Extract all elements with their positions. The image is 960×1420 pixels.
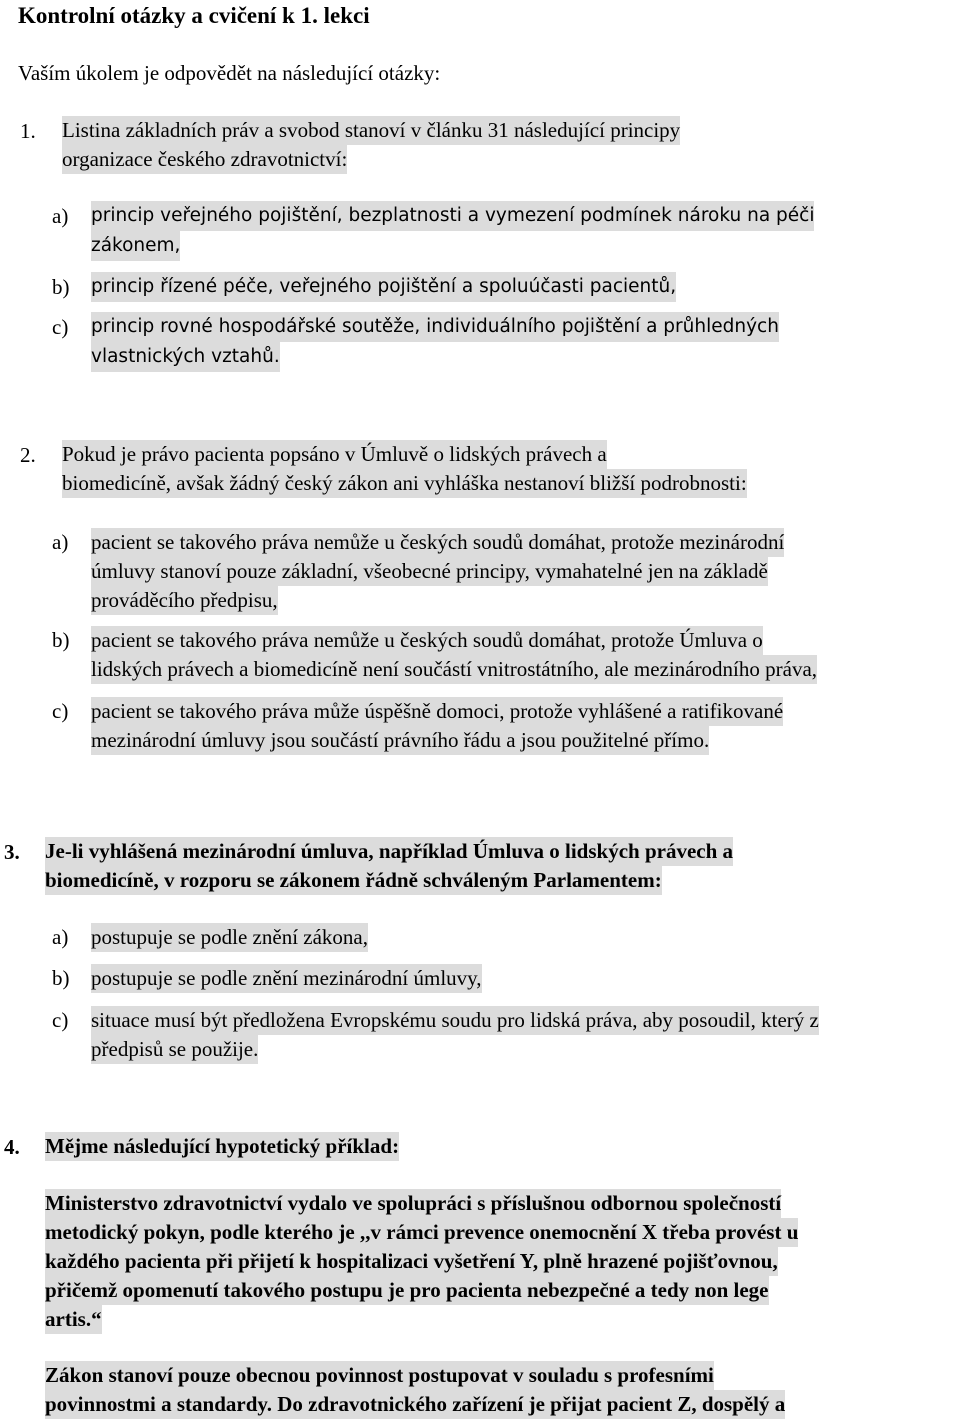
q1-option-b xyxy=(91,272,676,302)
q3-option-c-line-2: předpisů se použije. xyxy=(91,1035,258,1064)
q2-option-a-line-3: prováděcího předpisu, xyxy=(91,586,278,615)
q1-option-a-label: a) xyxy=(52,204,69,228)
q1-option-b-label: b) xyxy=(52,275,70,299)
question-2-line-2: biomedicíně, avšak žádný český zákon ani vyhláška nestanoví bližší podrobnosti: xyxy=(62,469,747,498)
q1-option-a-line-1: princip veřejného pojištění, bezplatnosti a vymezení podmínek nároku na péči xyxy=(91,201,814,231)
question-2-text xyxy=(62,440,747,498)
q2-option-c-line-2: mezinárodní úmluvy jsou součástí právního řádu a jsou použitelné přímo. xyxy=(91,726,709,755)
question-4-number: 4. xyxy=(4,1135,20,1159)
question-2-line-1: Pokud je právo pacienta popsáno v Úmluvě o lidských právech a xyxy=(62,440,607,469)
q4-p1-line-3: každého pacienta při přijetí k hospitalizaci vyšetření Y, plně hrazené pojišťovnou, xyxy=(45,1247,778,1276)
q3-option-a xyxy=(91,923,368,952)
question-1-text xyxy=(62,116,680,174)
q3-option-c-line-1: situace musí být předložena Evropskému soudu pro lidská práva, aby posoudil, který z xyxy=(91,1006,819,1035)
q4-p2-line-2: povinnostmi a standardy. Do zdravotnického zařízení je přijat pacient Z, dospělý a xyxy=(45,1390,785,1419)
question-1-line-2: organizace českého zdravotnictví: xyxy=(62,145,347,174)
q1-option-c-line-1: princip rovné hospodářské soutěže, individuálního pojištění a průhledných xyxy=(91,312,779,342)
q1-option-c-label: c) xyxy=(52,315,69,339)
q2-option-a-label: a) xyxy=(52,530,69,554)
q2-option-a xyxy=(91,528,784,615)
q4-p1-line-5: artis.“ xyxy=(45,1305,102,1334)
intro-text: Vaším úkolem je odpovědět na následující otázky: xyxy=(18,61,441,85)
question-1-line-1: Listina základních práv a svobod stanoví v článku 31 následující principy xyxy=(62,116,680,145)
question-1-number: 1. xyxy=(20,119,36,143)
question-3-line-1: Je-li vyhlášená mezinárodní úmluva, například Úmluva o lidských právech a xyxy=(45,837,733,866)
q2-option-a-line-2: úmluvy stanoví pouze základní, všeobecné principy, vymahatelné jen na základě xyxy=(91,557,768,586)
q3-option-c-label: c) xyxy=(52,1008,69,1032)
q1-option-a xyxy=(91,201,814,261)
q3-option-b-line-1: postupuje se podle znění mezinárodní úmluvy, xyxy=(91,964,482,993)
q1-option-c-line-2: vlastnických vztahů. xyxy=(91,342,280,372)
q2-option-a-line-1: pacient se takového práva nemůže u českých soudů domáhat, protože mezinárodní xyxy=(91,528,784,557)
q3-option-b xyxy=(91,964,482,993)
q2-option-b-line-1: pacient se takového práva nemůže u českých soudů domáhat, protože Úmluva o xyxy=(91,626,763,655)
q2-option-b xyxy=(91,626,817,684)
q4-paragraph-2 xyxy=(45,1361,785,1419)
question-3-line-2: biomedicíně, v rozporu se zákonem řádně schváleným Parlamentem: xyxy=(45,866,662,895)
q4-paragraph-1 xyxy=(45,1189,798,1334)
question-2-number: 2. xyxy=(20,443,36,467)
q2-option-c-label: c) xyxy=(52,699,69,723)
q4-p2-line-1: Zákon stanoví pouze obecnou povinnost postupovat v souladu s profesními xyxy=(45,1361,714,1390)
q1-option-a-line-2: zákonem, xyxy=(91,231,180,261)
q4-p1-line-1: Ministerstvo zdravotnictví vydalo ve spolupráci s příslušnou odbornou společností xyxy=(45,1189,781,1218)
q4-p1-line-2: metodický pokyn, podle kterého je ,,v rámci prevence onemocnění X třeba provést u xyxy=(45,1218,798,1247)
question-3-text xyxy=(45,837,733,895)
q1-option-b-line-1: princip řízené péče, veřejného pojištění a spoluúčasti pacientů, xyxy=(91,272,676,302)
question-4-line-1: Mějme následující hypotetický příklad: xyxy=(45,1132,399,1161)
q2-option-c-line-1: pacient se takového práva může úspěšně domoci, protože vyhlášené a ratifikované xyxy=(91,697,783,726)
q3-option-a-line-1: postupuje se podle znění zákona, xyxy=(91,923,368,952)
q2-option-c xyxy=(91,697,783,755)
question-4-text xyxy=(45,1132,399,1161)
q2-option-b-label: b) xyxy=(52,628,70,652)
q1-option-c xyxy=(91,312,779,372)
q2-option-b-line-2: lidských právech a biomedicíně není součástí vnitrostátního, ale mezinárodního práva, xyxy=(91,655,817,684)
question-3-number: 3. xyxy=(4,840,20,864)
q3-option-a-label: a) xyxy=(52,925,69,949)
page-title: Kontrolní otázky a cvičení k 1. lekci xyxy=(18,3,370,28)
q3-option-b-label: b) xyxy=(52,966,70,990)
q3-option-c xyxy=(91,1006,819,1064)
q4-p1-line-4: přičemž opomenutí takového postupu je pro pacienta nebezpečné a tedy non lege xyxy=(45,1276,769,1305)
